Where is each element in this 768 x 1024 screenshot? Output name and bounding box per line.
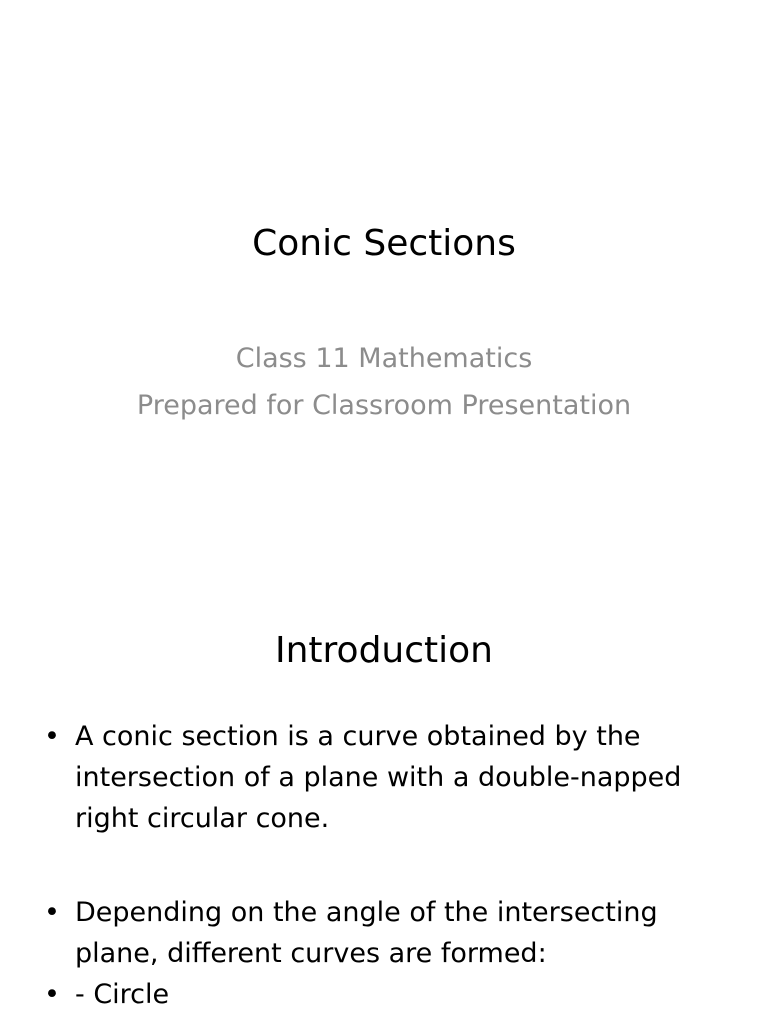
list-item [0,716,768,839]
bullet-icon: • [44,721,60,752]
subtitle-line-prepared: Prepared for Classroom Presentation [136,390,632,421]
list-item [0,892,768,974]
slide-title: Conic Sections [252,223,516,264]
bullet-icon: • [44,897,60,928]
introduction-slide [0,576,768,1024]
bullet-icon: • [44,979,60,1010]
bullet-text: Depending on the angle of the intersecting plane, different curves are formed: [75,897,658,969]
bullet-text: - Circle [75,979,170,1010]
list-item [0,974,768,1015]
subtitle-line-class: Class 11 Mathematics [235,343,533,374]
bullet-text: A conic section is a curve obtained by the intersection of a plane with a double-napped right circular cone. [75,721,682,834]
slide-title: Introduction [274,630,493,671]
bullet-list [0,716,768,1015]
slide-subtitle [0,335,768,429]
